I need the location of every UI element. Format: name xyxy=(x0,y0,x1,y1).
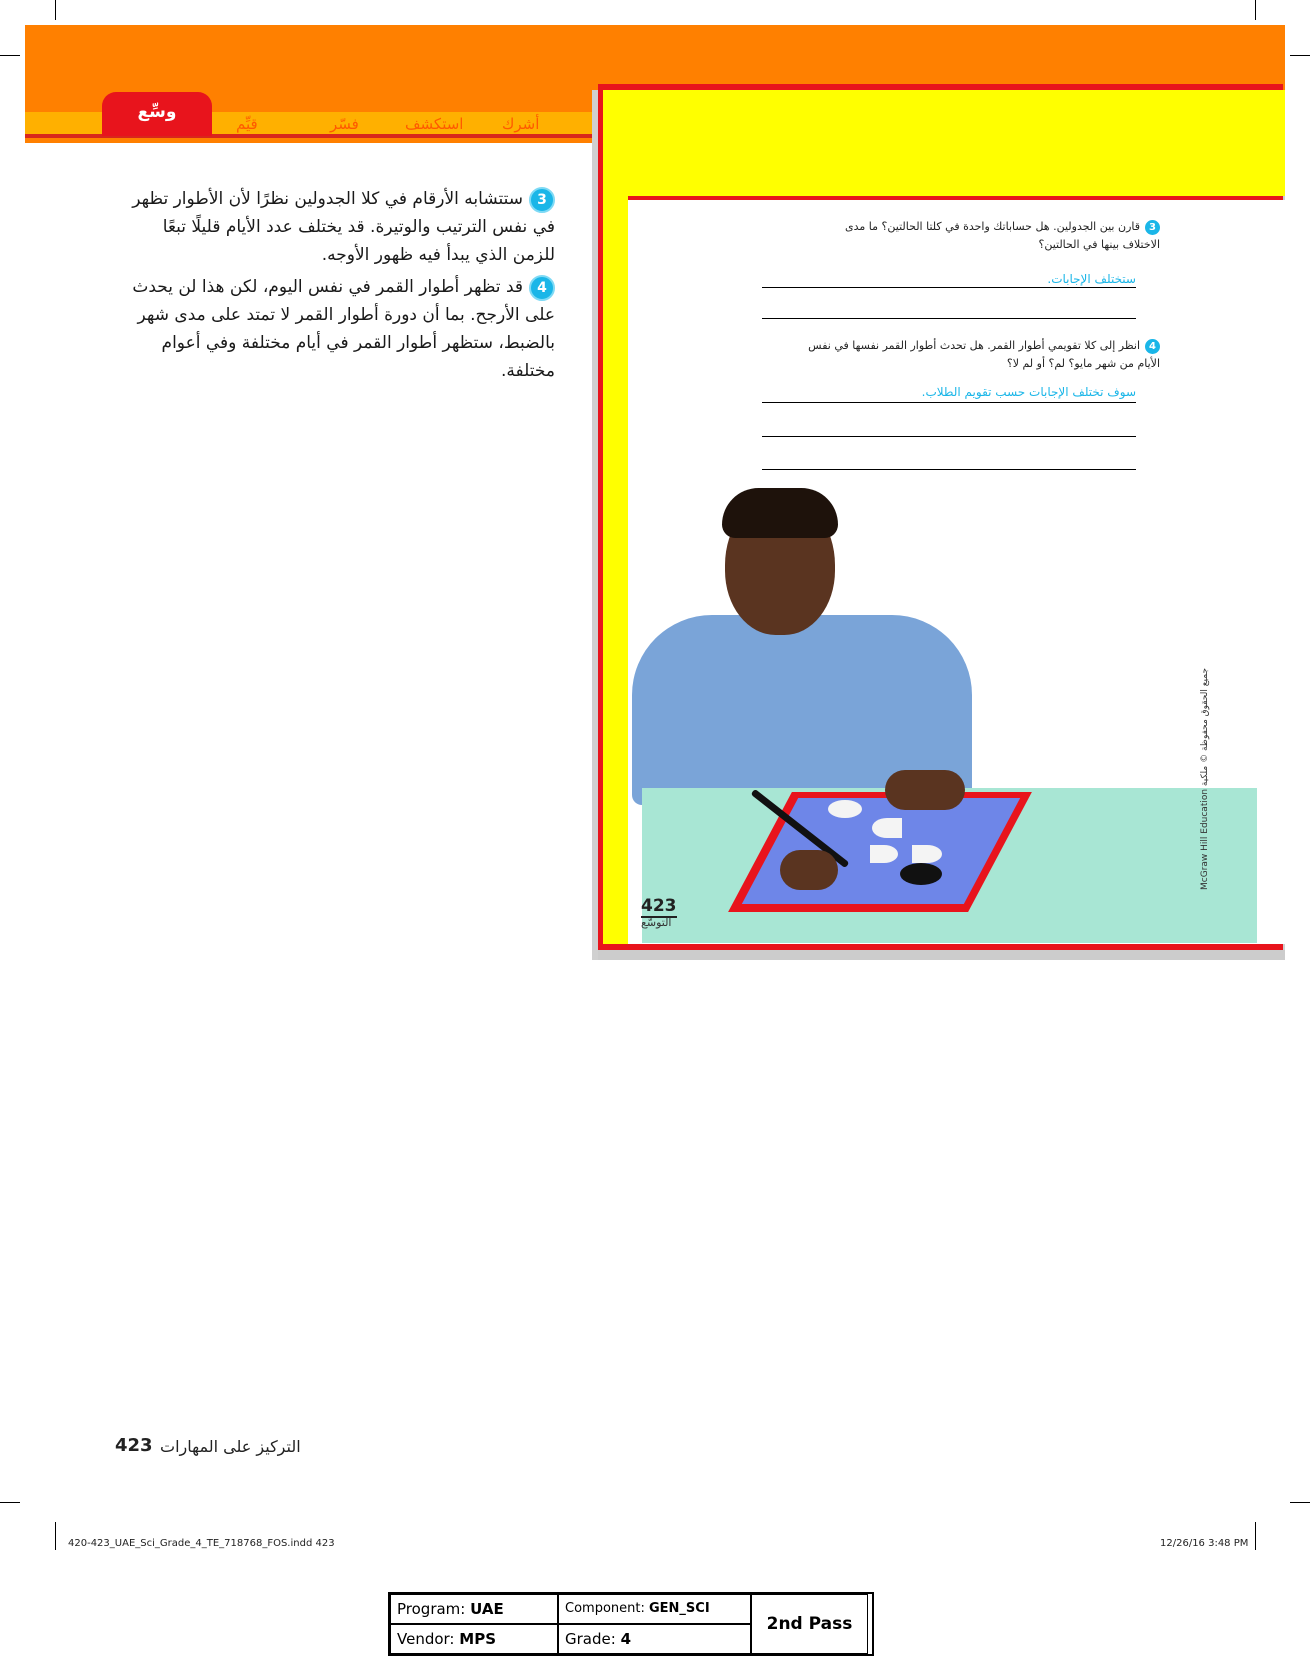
grade-value: 4 xyxy=(620,1630,632,1648)
note-number-badge: 4 xyxy=(529,275,555,301)
footer-page-number: 423 xyxy=(115,1435,153,1456)
crop-mark xyxy=(1255,0,1256,20)
inset-edge xyxy=(598,950,1285,960)
question-number-badge: 4 xyxy=(1145,339,1160,354)
boy-hair xyxy=(722,488,838,538)
question-text: انظر إلى كلا تقويمي أطوار القمر. هل تحدث أطوار القمر نفسها في نفس الأيام من شهر مايو؟ لم؟ أو لم لا؟ xyxy=(808,339,1160,370)
inset-page-number: 423 xyxy=(641,896,677,916)
component-value: GEN_SCI xyxy=(649,1601,710,1616)
teacher-note-4 xyxy=(130,273,555,385)
inset-page-label: التوسّع xyxy=(641,916,672,929)
date-slug: 12/26/16 3:48 PM xyxy=(1160,1538,1249,1549)
crop-mark xyxy=(1290,1502,1310,1503)
question-text: قارن بين الجدولين. هل حساباتك واحدة في كلتا الحالتين؟ ما مدى الاختلاف بينها في الحالتين؟ xyxy=(845,220,1160,251)
program-label: Program: xyxy=(397,1600,466,1618)
grade-label: Grade: xyxy=(565,1630,616,1648)
vendor-value: MPS xyxy=(459,1630,497,1648)
boy-hand xyxy=(780,850,838,890)
student-question-4 xyxy=(790,337,1160,373)
inset-header xyxy=(603,90,1285,196)
new-moon-icon xyxy=(900,863,942,885)
vendor-label: Vendor: xyxy=(397,1630,455,1648)
boy-hand xyxy=(885,770,965,810)
grade-cell xyxy=(558,1624,751,1654)
crop-mark xyxy=(0,55,20,56)
student-answer-3: ستختلف الإجابات. xyxy=(1047,272,1136,286)
program-cell xyxy=(390,1594,558,1624)
note-text: قد تظهر أطوار القمر في نفس اليوم، لكن هذا لن يحدث على الأرجح. بما أن دورة أطوار القمر لا تمتد على مدى شهر بالضبط، ستظهر أطوار القمر في أيام مختلفة وفي أعوام مختلفة. xyxy=(132,277,555,381)
file-slug: 420-423_UAE_Sci_Grade_4_TE_718768_FOS.indd 423 xyxy=(68,1538,335,1549)
moon-phase-icon xyxy=(912,845,942,863)
photo-credit: McGraw Hill Education جميع الحقوق محفوظة © ملكية xyxy=(1200,667,1210,890)
note-text: ستتشابه الأرقام في كلا الجدولين نظرًا لأن الأطوار تظهر في نفس الترتيب والوتيرة. قد يختلف عدد الأيام قليلًا تبعًا للزمن الذي يبدأ فيه ظهور الأوجه. xyxy=(132,189,555,265)
answer-line xyxy=(762,469,1136,470)
question-number-badge: 3 xyxy=(1145,220,1160,235)
vendor-cell xyxy=(390,1624,558,1654)
tab-evaluate[interactable]: قيِّم xyxy=(236,115,258,133)
crop-mark xyxy=(55,0,56,20)
student-question-3 xyxy=(810,218,1160,254)
crop-mark xyxy=(55,1522,56,1550)
answer-line xyxy=(762,287,1136,288)
moon-phase-icon xyxy=(872,818,902,838)
production-info-box xyxy=(388,1592,874,1656)
answer-line xyxy=(762,436,1136,437)
tab-explore[interactable]: استكشف xyxy=(405,115,464,133)
note-number-badge: 3 xyxy=(529,187,555,213)
tab-extend-active[interactable]: وسِّع xyxy=(102,92,212,136)
student-answer-4: سوف تختلف الإجابات حسب تقويم الطلاب. xyxy=(921,385,1136,399)
tab-engage[interactable]: أشرك xyxy=(502,115,540,133)
pass-cell: 2nd Pass xyxy=(751,1594,868,1654)
crop-mark xyxy=(1290,55,1310,56)
moon-phase-icon xyxy=(870,845,898,863)
moon-phase-icon xyxy=(828,800,862,818)
crop-mark xyxy=(0,1502,20,1503)
teacher-note-3 xyxy=(130,185,555,269)
footer-label: التركيز على المهارات xyxy=(160,1437,301,1456)
program-value: UAE xyxy=(470,1600,504,1618)
component-cell xyxy=(558,1594,751,1624)
tab-explain[interactable]: فسّر xyxy=(330,115,359,133)
component-label: Component: xyxy=(565,1601,645,1616)
crop-mark xyxy=(1255,1522,1256,1550)
answer-line xyxy=(762,402,1136,403)
inset-side-strip xyxy=(603,196,628,944)
answer-line xyxy=(762,318,1136,319)
